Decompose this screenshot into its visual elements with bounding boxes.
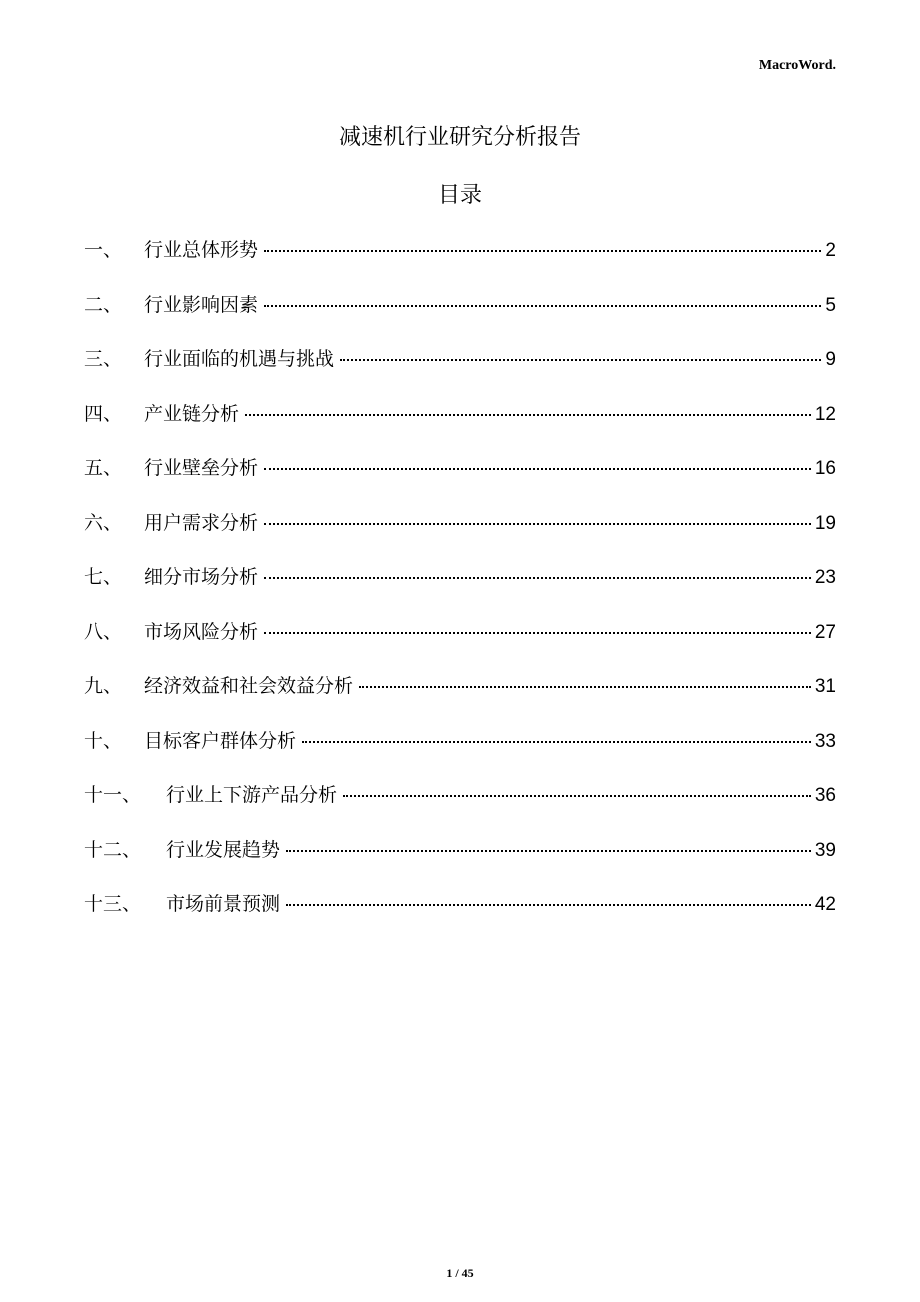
toc-entry[interactable] — [84, 887, 836, 942]
toc-entry-label: 市场前景预测 — [166, 893, 281, 915]
toc-entry-number: 七、 — [84, 566, 123, 588]
toc-entry-number: 一、 — [84, 239, 123, 261]
toc-entry-number: 八、 — [84, 620, 123, 643]
toc-entry-page: 19 — [814, 512, 836, 534]
toc-entry-label: 行业总体形势 — [144, 239, 259, 261]
toc-entry[interactable] — [84, 506, 836, 561]
toc-heading: 目录 — [437, 183, 482, 208]
toc-entry-number: 十一、 — [84, 784, 142, 806]
toc-entry-label: 目标客户群体分析 — [144, 729, 297, 752]
toc-entry-page: 16 — [814, 458, 836, 479]
toc-entry-page: 23 — [814, 567, 836, 588]
page-indicator: 1 / 45 — [446, 1266, 474, 1280]
toc-entry-label: 行业面临的机遇与挑战 — [144, 348, 335, 370]
toc-leader-dots — [343, 794, 811, 797]
toc-leader-dots — [286, 903, 811, 906]
document-title: 减速机行业研究分析报告 — [338, 125, 581, 150]
toc-entry-label: 行业壁垒分析 — [144, 457, 259, 479]
toc-entry-label: 行业发展趋势 — [166, 838, 281, 861]
toc-entry-page: 42 — [814, 894, 836, 915]
toc-entry[interactable] — [84, 833, 836, 888]
toc-leader-dots — [264, 304, 821, 307]
toc-leader-dots — [264, 522, 811, 525]
table-of-contents — [84, 233, 836, 942]
toc-entry-number: 十二、 — [84, 838, 142, 861]
toc-entry-label: 市场风险分析 — [144, 620, 259, 643]
toc-entry[interactable] — [84, 233, 836, 288]
toc-entry-label: 行业影响因素 — [144, 293, 259, 316]
toc-entry-page: 33 — [814, 730, 836, 752]
toc-entry-page: 5 — [825, 294, 836, 316]
toc-entry-label: 细分市场分析 — [144, 566, 259, 588]
toc-entry[interactable] — [84, 615, 836, 670]
toc-leader-dots — [264, 249, 821, 252]
toc-entry-page: 9 — [825, 349, 836, 370]
toc-entry-number: 九、 — [84, 675, 123, 697]
toc-entry[interactable] — [84, 778, 836, 833]
toc-entry-number: 二、 — [84, 293, 123, 316]
toc-entry-label: 产业链分析 — [144, 402, 240, 425]
toc-leader-dots — [359, 685, 811, 688]
toc-entry-number: 三、 — [84, 348, 123, 370]
toc-leader-dots — [286, 849, 811, 852]
toc-entry[interactable] — [84, 397, 836, 452]
toc-entry-number: 四、 — [84, 402, 123, 425]
toc-entry-page: 12 — [814, 403, 836, 425]
toc-entry-label: 行业上下游产品分析 — [166, 784, 338, 806]
toc-entry[interactable] — [84, 451, 836, 506]
toc-entry-number: 十三、 — [84, 893, 142, 915]
toc-entry-label: 用户需求分析 — [144, 511, 259, 534]
toc-entry[interactable] — [84, 288, 836, 343]
toc-entry[interactable] — [84, 724, 836, 779]
toc-entry-number: 五、 — [84, 457, 123, 479]
toc-leader-dots — [302, 740, 811, 743]
toc-entry[interactable] — [84, 560, 836, 615]
toc-leader-dots — [264, 631, 811, 634]
toc-entry-page: 2 — [825, 240, 836, 261]
toc-leader-dots — [340, 358, 821, 361]
toc-leader-dots — [245, 413, 811, 416]
toc-entry-label: 经济效益和社会效益分析 — [144, 675, 354, 697]
toc-entry[interactable] — [84, 669, 836, 724]
toc-entry-page: 31 — [814, 676, 836, 697]
toc-entry-page: 27 — [814, 621, 836, 643]
toc-entry-number: 十、 — [84, 729, 123, 752]
toc-entry[interactable] — [84, 342, 836, 397]
toc-entry-page: 36 — [814, 785, 836, 806]
toc-leader-dots — [264, 576, 811, 579]
header-brand: MacroWord. — [758, 58, 836, 73]
toc-entry-number: 六、 — [84, 511, 123, 534]
toc-leader-dots — [264, 467, 811, 470]
toc-entry-page: 39 — [814, 839, 836, 861]
